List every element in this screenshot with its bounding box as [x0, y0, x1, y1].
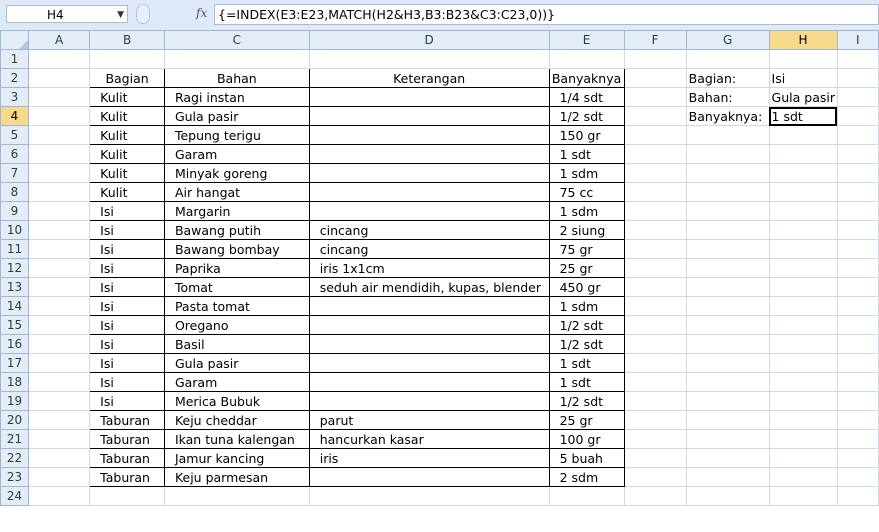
cell[interactable] — [624, 88, 686, 107]
row-header[interactable]: 10 — [1, 221, 29, 240]
cell[interactable] — [686, 335, 769, 354]
column-header-d[interactable]: D — [309, 31, 549, 50]
row-header[interactable]: 13 — [1, 278, 29, 297]
sheet-row — [1, 50, 879, 69]
row-header[interactable]: 1 — [1, 50, 29, 69]
cell[interactable] — [837, 107, 878, 126]
cell[interactable] — [837, 50, 878, 69]
table-cell[interactable]: 450 gr — [549, 278, 624, 297]
table-cell[interactable] — [309, 202, 549, 221]
table-cell[interactable]: Kulit — [90, 183, 165, 202]
cell[interactable] — [29, 411, 90, 430]
row-header[interactable]: 17 — [1, 354, 29, 373]
sheet-row — [1, 278, 879, 297]
cell[interactable] — [837, 259, 878, 278]
cell[interactable] — [837, 430, 878, 449]
cell[interactable] — [686, 468, 769, 487]
table-cell[interactable]: iris — [309, 449, 549, 468]
column-header-a[interactable]: A — [29, 31, 90, 50]
table-cell[interactable]: Isi — [90, 335, 165, 354]
cell[interactable] — [309, 487, 549, 506]
sheet-row — [1, 411, 879, 430]
cell[interactable] — [29, 183, 90, 202]
table-cell[interactable]: 1/4 sdt — [549, 88, 624, 107]
table-header-cell[interactable]: Banyaknya — [549, 69, 624, 88]
table-cell[interactable]: Gula pasir — [164, 354, 309, 373]
row-header[interactable]: 12 — [1, 259, 29, 278]
row-header[interactable]: 6 — [1, 145, 29, 164]
cell[interactable] — [837, 316, 878, 335]
table-cell[interactable]: Keju parmesan — [164, 468, 309, 487]
worksheet-grid — [0, 30, 879, 506]
cell[interactable] — [686, 430, 769, 449]
cell[interactable] — [90, 50, 165, 69]
table-cell[interactable]: Ikan tuna kalengan — [164, 430, 309, 449]
cell[interactable] — [309, 50, 549, 69]
table-cell[interactable]: 2 siung — [549, 221, 624, 240]
sheet-row — [1, 240, 879, 259]
cell[interactable] — [29, 487, 90, 506]
cell[interactable] — [837, 487, 878, 506]
cell[interactable] — [164, 50, 309, 69]
table-cell[interactable]: Garam — [164, 145, 309, 164]
cell[interactable] — [686, 373, 769, 392]
cell[interactable] — [837, 373, 878, 392]
row-header[interactable]: 22 — [1, 449, 29, 468]
cell[interactable] — [624, 316, 686, 335]
cell[interactable] — [837, 164, 878, 183]
cell[interactable] — [686, 392, 769, 411]
row-header[interactable]: 20 — [1, 411, 29, 430]
lookup-value[interactable]: Isi — [769, 69, 837, 88]
sheet-row — [1, 468, 879, 487]
row-header[interactable]: 15 — [1, 316, 29, 335]
cell[interactable] — [624, 164, 686, 183]
cell[interactable] — [29, 373, 90, 392]
cell[interactable] — [686, 50, 769, 69]
cell[interactable] — [769, 373, 837, 392]
cell[interactable] — [837, 69, 878, 88]
table-cell[interactable]: seduh air mendidih, kupas, blender — [309, 278, 549, 297]
column-header-i[interactable]: I — [837, 31, 878, 50]
table-cell[interactable]: Kulit — [90, 126, 165, 145]
sheet-row — [1, 221, 879, 240]
cell[interactable] — [769, 145, 837, 164]
table-cell[interactable] — [309, 392, 549, 411]
cell[interactable] — [769, 50, 837, 69]
table-cell[interactable]: Minyak goreng — [164, 164, 309, 183]
cell[interactable] — [769, 164, 837, 183]
cell[interactable] — [769, 126, 837, 145]
table-cell[interactable]: Margarin — [164, 202, 309, 221]
cell[interactable] — [624, 411, 686, 430]
table-cell[interactable]: Isi — [90, 221, 165, 240]
chevron-down-icon[interactable]: ▼ — [117, 10, 124, 20]
cell[interactable] — [837, 354, 878, 373]
cell[interactable] — [624, 69, 686, 88]
cell[interactable] — [769, 297, 837, 316]
table-cell[interactable]: 100 gr — [549, 430, 624, 449]
cell[interactable] — [624, 335, 686, 354]
table-header-cell[interactable]: Keterangan — [309, 69, 549, 88]
cell[interactable] — [769, 316, 837, 335]
cell[interactable] — [769, 354, 837, 373]
column-header-h[interactable]: H — [769, 31, 837, 50]
table-cell[interactable] — [309, 88, 549, 107]
table-header-cell[interactable]: Bahan — [164, 69, 309, 88]
table-cell[interactable]: Isi — [90, 278, 165, 297]
cell[interactable] — [624, 297, 686, 316]
cell[interactable] — [624, 373, 686, 392]
cell[interactable] — [29, 50, 90, 69]
formula-input[interactable]: {=INDEX(E3:E23,MATCH(H2&H3,B3:B23&C3:C23,0))} — [214, 4, 879, 25]
cell[interactable] — [624, 449, 686, 468]
row-header[interactable]: 2 — [1, 69, 29, 88]
lookup-label[interactable]: Banyaknya: — [686, 107, 769, 126]
cell[interactable] — [624, 202, 686, 221]
cell[interactable] — [837, 468, 878, 487]
insert-function-icon[interactable]: fx — [196, 6, 208, 20]
cell[interactable] — [624, 107, 686, 126]
cell[interactable] — [769, 278, 837, 297]
cell[interactable] — [837, 392, 878, 411]
table-cell[interactable]: 1/2 sdt — [549, 316, 624, 335]
table-cell[interactable] — [309, 354, 549, 373]
table-cell[interactable] — [309, 468, 549, 487]
table-cell[interactable]: 1 sdt — [549, 354, 624, 373]
table-cell[interactable] — [309, 145, 549, 164]
cell[interactable] — [624, 278, 686, 297]
table-cell[interactable]: Bawang putih — [164, 221, 309, 240]
table-cell[interactable]: Gula pasir — [164, 107, 309, 126]
lookup-value[interactable]: Gula pasir — [769, 88, 837, 107]
table-cell[interactable]: Tomat — [164, 278, 309, 297]
table-cell[interactable]: Keju cheddar — [164, 411, 309, 430]
table-cell[interactable]: Garam — [164, 373, 309, 392]
sheet-row — [1, 335, 879, 354]
row-header[interactable]: 14 — [1, 297, 29, 316]
cell[interactable] — [29, 107, 90, 126]
column-header-g[interactable]: G — [686, 31, 769, 50]
cell[interactable] — [769, 240, 837, 259]
table-cell[interactable] — [309, 107, 549, 126]
row-header[interactable]: 4 — [1, 107, 29, 126]
table-header-cell[interactable]: Bagian — [90, 69, 165, 88]
cell[interactable] — [837, 411, 878, 430]
cell[interactable] — [29, 69, 90, 88]
cell[interactable] — [549, 50, 624, 69]
sheet-row — [1, 69, 879, 88]
formula-bar-resize-handle[interactable] — [136, 4, 150, 24]
table-cell[interactable]: Kulit — [90, 164, 165, 183]
cell[interactable] — [624, 392, 686, 411]
sheet-row — [1, 164, 879, 183]
row-header[interactable]: 21 — [1, 430, 29, 449]
cell[interactable] — [769, 430, 837, 449]
name-box-value: H4 — [47, 8, 64, 22]
table-cell[interactable]: 1 sdt — [549, 373, 624, 392]
cell[interactable] — [29, 449, 90, 468]
lookup-label[interactable]: Bahan: — [686, 88, 769, 107]
table-cell[interactable]: Kulit — [90, 145, 165, 164]
row-header[interactable]: 7 — [1, 164, 29, 183]
table-cell[interactable]: Isi — [90, 240, 165, 259]
cell[interactable] — [686, 297, 769, 316]
formula-bar — [0, 0, 879, 31]
cell[interactable] — [769, 392, 837, 411]
sheet-row — [1, 392, 879, 411]
row-header[interactable]: 24 — [1, 487, 29, 506]
row-header[interactable]: 3 — [1, 88, 29, 107]
cell[interactable] — [686, 316, 769, 335]
cell[interactable] — [686, 202, 769, 221]
cell[interactable] — [29, 221, 90, 240]
sheet-row — [1, 202, 879, 221]
table-cell[interactable]: Pasta tomat — [164, 297, 309, 316]
table-cell[interactable]: cincang — [309, 240, 549, 259]
lookup-label[interactable]: Bagian: — [686, 69, 769, 88]
cell[interactable] — [90, 487, 165, 506]
table-cell[interactable]: 1/2 sdt — [549, 335, 624, 354]
row-header[interactable]: 19 — [1, 392, 29, 411]
table-cell[interactable] — [309, 126, 549, 145]
cell[interactable] — [686, 126, 769, 145]
cell[interactable] — [29, 145, 90, 164]
table-cell[interactable]: Isi — [90, 316, 165, 335]
active-cell[interactable]: 1 sdt — [769, 107, 837, 126]
cell[interactable] — [624, 221, 686, 240]
table-cell[interactable] — [309, 164, 549, 183]
table-cell[interactable]: Merica Bubuk — [164, 392, 309, 411]
table-cell[interactable]: 25 gr — [549, 259, 624, 278]
table-cell[interactable] — [309, 316, 549, 335]
row-header[interactable]: 23 — [1, 468, 29, 487]
cell[interactable] — [29, 335, 90, 354]
table-cell[interactable] — [309, 183, 549, 202]
cell[interactable] — [837, 335, 878, 354]
table-cell[interactable]: 25 gr — [549, 411, 624, 430]
cell[interactable] — [769, 202, 837, 221]
table-cell[interactable]: Jamur kancing — [164, 449, 309, 468]
cell[interactable] — [837, 202, 878, 221]
table-cell[interactable]: Taburan — [90, 449, 165, 468]
row-header[interactable]: 11 — [1, 240, 29, 259]
table-cell[interactable] — [309, 297, 549, 316]
cell[interactable] — [29, 259, 90, 278]
cell[interactable] — [624, 259, 686, 278]
cell[interactable] — [769, 221, 837, 240]
table-cell[interactable]: Paprika — [164, 259, 309, 278]
row-header[interactable]: 9 — [1, 202, 29, 221]
table-cell[interactable]: 1/2 sdt — [549, 107, 624, 126]
cell[interactable] — [29, 316, 90, 335]
cell[interactable] — [769, 411, 837, 430]
table-cell[interactable]: 75 cc — [549, 183, 624, 202]
cell[interactable] — [624, 487, 686, 506]
sheet-row — [1, 297, 879, 316]
name-box[interactable] — [6, 5, 128, 23]
cell[interactable] — [837, 88, 878, 107]
table-cell[interactable]: 1 sdm — [549, 297, 624, 316]
cell[interactable] — [29, 88, 90, 107]
column-header-f[interactable]: F — [624, 31, 686, 50]
sheet-row — [1, 354, 879, 373]
cell[interactable] — [837, 221, 878, 240]
select-all-button[interactable] — [1, 31, 29, 50]
cell[interactable] — [686, 487, 769, 506]
cell[interactable] — [686, 354, 769, 373]
sheet-row — [1, 126, 879, 145]
cell[interactable] — [29, 202, 90, 221]
cell[interactable] — [837, 278, 878, 297]
table-cell[interactable]: 150 gr — [549, 126, 624, 145]
cell[interactable] — [624, 468, 686, 487]
cell[interactable] — [624, 183, 686, 202]
table-cell[interactable]: Taburan — [90, 430, 165, 449]
cell[interactable] — [837, 126, 878, 145]
table-cell[interactable]: hancurkan kasar — [309, 430, 549, 449]
table-cell[interactable]: Taburan — [90, 411, 165, 430]
table-cell[interactable]: 2 sdm — [549, 468, 624, 487]
table-cell[interactable]: cincang — [309, 221, 549, 240]
table-cell[interactable]: Air hangat — [164, 183, 309, 202]
cell[interactable] — [837, 297, 878, 316]
cell[interactable] — [29, 164, 90, 183]
table-cell[interactable]: 1/2 sdt — [549, 392, 624, 411]
cell[interactable] — [686, 411, 769, 430]
cell[interactable] — [686, 164, 769, 183]
cell[interactable] — [769, 468, 837, 487]
cell[interactable] — [164, 487, 309, 506]
cell[interactable] — [624, 430, 686, 449]
column-header-e[interactable]: E — [549, 31, 624, 50]
cell[interactable] — [837, 240, 878, 259]
cell[interactable] — [29, 126, 90, 145]
table-cell[interactable]: 1 sdm — [549, 202, 624, 221]
select-all-icon — [19, 40, 28, 49]
cell[interactable] — [686, 183, 769, 202]
table-cell[interactable]: 1 sdt — [549, 145, 624, 164]
table-cell[interactable]: Taburan — [90, 468, 165, 487]
table-cell[interactable]: Tepung terigu — [164, 126, 309, 145]
table-cell[interactable]: Isi — [90, 202, 165, 221]
row-header[interactable]: 5 — [1, 126, 29, 145]
cell[interactable] — [686, 259, 769, 278]
sheet-row — [1, 487, 879, 506]
cell[interactable] — [29, 392, 90, 411]
cell[interactable] — [624, 145, 686, 164]
sheet-row — [1, 259, 879, 278]
table-cell[interactable]: Kulit — [90, 107, 165, 126]
cell[interactable] — [769, 183, 837, 202]
table-cell[interactable]: Bawang bombay — [164, 240, 309, 259]
cell[interactable] — [29, 354, 90, 373]
table-cell[interactable]: Isi — [90, 373, 165, 392]
cell[interactable] — [686, 240, 769, 259]
table-cell[interactable]: 5 buah — [549, 449, 624, 468]
sheet-row — [1, 183, 879, 202]
sheet-row — [1, 107, 879, 126]
table-cell[interactable]: Isi — [90, 259, 165, 278]
cell[interactable] — [624, 354, 686, 373]
table-cell[interactable]: 75 gr — [549, 240, 624, 259]
cell[interactable] — [624, 50, 686, 69]
cell[interactable] — [29, 240, 90, 259]
row-header[interactable]: 16 — [1, 335, 29, 354]
table-cell[interactable] — [309, 373, 549, 392]
cell[interactable] — [837, 449, 878, 468]
table-cell[interactable]: Isi — [90, 297, 165, 316]
column-header-c[interactable]: C — [164, 31, 309, 50]
cell[interactable] — [29, 297, 90, 316]
cell[interactable] — [686, 449, 769, 468]
cell[interactable] — [29, 468, 90, 487]
table-cell[interactable] — [309, 335, 549, 354]
sheet-row — [1, 88, 879, 107]
cell[interactable] — [29, 430, 90, 449]
table-cell[interactable]: Isi — [90, 392, 165, 411]
row-header[interactable]: 8 — [1, 183, 29, 202]
cell[interactable] — [624, 126, 686, 145]
cell[interactable] — [686, 278, 769, 297]
table-cell[interactable]: Ragi instan — [164, 88, 309, 107]
cell[interactable] — [549, 487, 624, 506]
table-cell[interactable]: Oregano — [164, 316, 309, 335]
cell[interactable] — [837, 183, 878, 202]
row-header[interactable]: 18 — [1, 373, 29, 392]
cell[interactable] — [769, 449, 837, 468]
cell[interactable] — [769, 487, 837, 506]
table-cell[interactable]: Isi — [90, 354, 165, 373]
sheet-row — [1, 145, 879, 164]
sheet-row — [1, 430, 879, 449]
sheet-row — [1, 449, 879, 468]
table-cell[interactable]: Kulit — [90, 88, 165, 107]
sheet-row — [1, 316, 879, 335]
table-cell[interactable]: 1 sdm — [549, 164, 624, 183]
table-cell[interactable]: iris 1x1cm — [309, 259, 549, 278]
cell[interactable] — [686, 221, 769, 240]
cell[interactable] — [624, 240, 686, 259]
sheet-row — [1, 373, 879, 392]
table-cell[interactable]: parut — [309, 411, 549, 430]
cell[interactable] — [686, 145, 769, 164]
cell[interactable] — [769, 335, 837, 354]
cell[interactable] — [29, 278, 90, 297]
cell[interactable] — [769, 259, 837, 278]
cell[interactable] — [837, 145, 878, 164]
table-cell[interactable]: Basil — [164, 335, 309, 354]
column-header-b[interactable]: B — [90, 31, 165, 50]
